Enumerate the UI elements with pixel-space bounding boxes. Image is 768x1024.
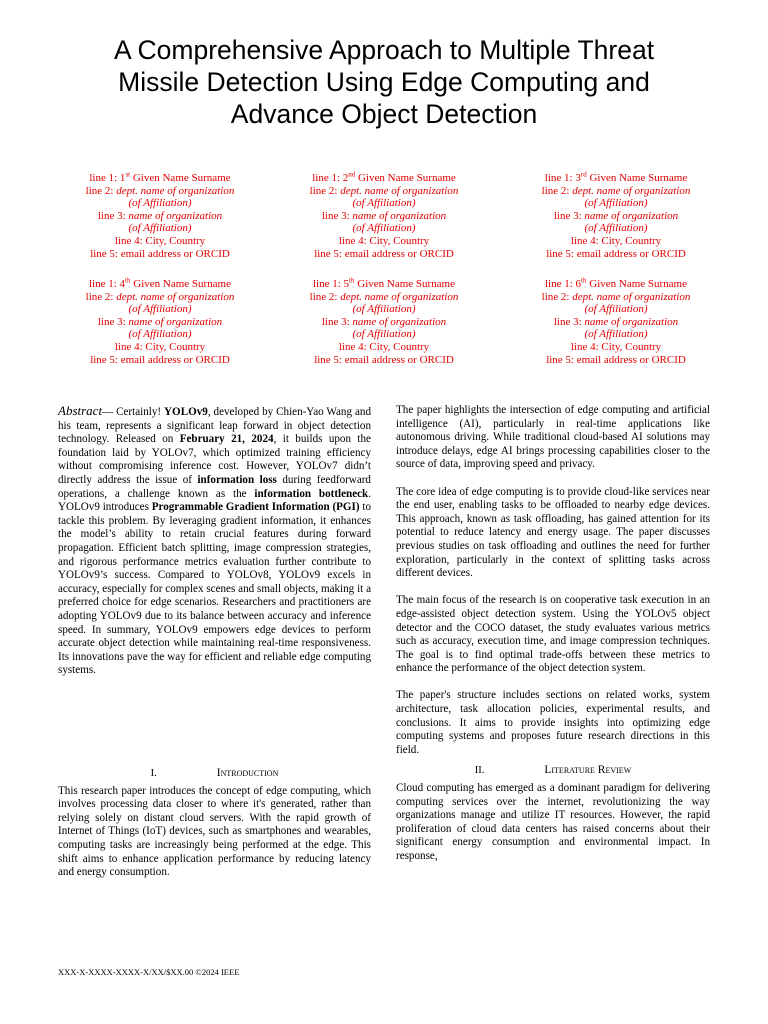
author-line-3: line 3: name of organization	[553, 315, 679, 328]
author-line-2-cont: (of Affiliation)	[584, 303, 648, 316]
author-line-3-cont: (of Affiliation)	[128, 222, 192, 235]
author-line-2: line 2: dept. name of organization	[85, 184, 235, 197]
author-line-1: line 1: 4th Given Name Surname	[88, 276, 231, 290]
right-column	[396, 404, 710, 864]
author-line-3: line 3: name of organization	[97, 209, 223, 222]
author-line-5: line 5: email address or ORCID	[314, 353, 454, 366]
paper-title	[40, 34, 728, 130]
author-line-5: line 5: email address or ORCID	[90, 247, 230, 260]
body-paragraph: This research paper introduces the concept of edge computing, which involves processing data closer to where it's generated, rather than relying solely on distant cloud servers. With the rapid growth of Internet of Things (IoT) devices, such as smartphones and wearables, computing tasks are increasingly being performed at the edge. This shift aims to enhance application performance by reducing latency and energy consumption.	[58, 784, 371, 879]
author-line-3-cont: (of Affiliation)	[352, 328, 416, 341]
body-paragraph: The paper highlights the intersection of edge computing and artificial intelligence (AI), particularly in real-time applications like autonomous driving. While traditional cloud-based AI solutions may introduce delays, edge AI brings processing capabilities closer to the source of data, improving speed and privacy.	[396, 404, 710, 471]
author-line-4: line 4: City, Country	[114, 234, 206, 247]
author-line-3-cont: (of Affiliation)	[584, 222, 648, 235]
author-line-3: line 3: name of organization	[321, 209, 447, 222]
author-line-3-cont: (of Affiliation)	[128, 328, 192, 341]
author-line-1: line 1: 6th Given Name Surname	[544, 276, 687, 290]
section-heading: II. Literature Review	[474, 764, 632, 777]
author-line-2-cont: (of Affiliation)	[128, 303, 192, 316]
author-line-5: line 5: email address or ORCID	[90, 353, 230, 366]
author-line-2: line 2: dept. name of organization	[309, 290, 459, 303]
author-line-4: line 4: City, Country	[570, 234, 662, 247]
title-line: A Comprehensive Approach to Multiple Threat	[113, 35, 655, 65]
body-paragraph: The core idea of edge computing is to provide cloud-like services near the end user, enabling tasks to be offloaded to nearby edge devices. This approach, known as task offloading, has gained attention for its potential to reduce latency and energy usage. The paper discusses previous studies on task offloading and outlines the need for further exploration, particularly in the context of splitting tasks across different devices.	[396, 485, 710, 580]
author-line-5: line 5: email address or ORCID	[546, 353, 686, 366]
author-line-3-cont: (of Affiliation)	[352, 222, 416, 235]
author-line-2-cont: (of Affiliation)	[352, 303, 416, 316]
abstract	[58, 404, 371, 678]
body-paragraph: The paper's structure includes sections on related works, system architecture, task allocation policies, experimental results, and conclusions. It aims to provide insights into optimizing edge computing systems and proposes future research directions in this field.	[396, 689, 710, 756]
author-line-2: line 2: dept. name of organization	[541, 184, 691, 197]
author-line-5: line 5: email address or ORCID	[546, 247, 686, 260]
body-paragraph: Cloud computing has emerged as a dominant paradigm for delivering computing services over the internet, revolutionizing the way organizations manage and utilize IT resources. However, the rapid proliferation of cloud data centers has raised concerns about their significant energy consumption and environmental impact. In response,	[396, 782, 710, 862]
copyright-footer: XXX-X-XXXX-XXXX-X/XX/$XX.00 ©2024 IEEE	[58, 967, 240, 977]
author-line-2-cont: (of Affiliation)	[352, 197, 416, 210]
title-line: Missile Detection Using Edge Computing and	[118, 67, 650, 97]
author-line-3-cont: (of Affiliation)	[584, 328, 648, 341]
author-5	[264, 278, 504, 366]
author-1	[40, 172, 280, 260]
author-line-2: line 2: dept. name of organization	[309, 184, 459, 197]
author-line-4: line 4: City, Country	[338, 340, 430, 353]
author-line-4: line 4: City, Country	[114, 340, 206, 353]
author-line-2: line 2: dept. name of organization	[541, 290, 691, 303]
author-line-1: line 1: 2nd Given Name Surname	[312, 170, 456, 184]
author-block	[40, 172, 740, 372]
author-line-5: line 5: email address or ORCID	[314, 247, 454, 260]
author-6	[496, 278, 736, 366]
author-line-2-cont: (of Affiliation)	[584, 197, 648, 210]
body-paragraph: The main focus of the research is on cooperative task execution in an edge-assisted object detection system. Using the YOLOv5 object detector and the COCO dataset, the study evaluates various metrics such as accuracy, execution time, and image compression techniques. The goal is to find optimal trade-offs between these metrics to enhance the performance of the object detection system.	[396, 594, 710, 675]
author-line-4: line 4: City, Country	[570, 340, 662, 353]
author-line-4: line 4: City, Country	[338, 234, 430, 247]
section-heading: I. Introduction	[150, 767, 279, 779]
author-line-2-cont: (of Affiliation)	[128, 197, 192, 210]
author-3	[496, 172, 736, 260]
author-line-1: line 1: 5th Given Name Surname	[312, 276, 455, 290]
author-line-1: line 1: 3rd Given Name Surname	[544, 170, 688, 184]
author-line-2: line 2: dept. name of organization	[85, 290, 235, 303]
author-line-1: line 1: 1st Given Name Surname	[89, 170, 231, 184]
abstract-heading: Abstract	[58, 403, 103, 418]
abstract-paragraph: Abstract— Certainly! YOLOv9, developed by Chien-Yao Wang and his team, represents a significant leap forward in object detection technology. Released on February 21, 2024, it builds upon the foundation laid by YOLOv7, which optimized training efficiency without compromising inference cost. However, YOLOv7 didn’t directly address the issue of information loss during feedforward operations, a challenge known as the information bottleneck. YOLOv9 introduces Programmable Gradient Information (PGI) to tackle this problem. By leveraging gradient information, it enhances the model’s ability to retain crucial features during forward propagation. Efficient batch splitting, image compression strategies, and rigorous performance metrics evaluation further contribute to YOLOv9’s success. Compared to YOLOv8, YOLOv9 excels in accuracy, especially for complex scenes and small objects, making it a preferred choice for edge scenarios. Researchers and practitioners are adopting YOLOv9 due to its balance between accuracy and inference speed. In summary, YOLOv9 empowers edge devices to perform accurate object detection while maintaining real-time responsiveness. Its innovations pave the way for efficient and reliable edge computing systems.	[58, 403, 372, 677]
author-line-3: line 3: name of organization	[321, 315, 447, 328]
section-introduction	[58, 767, 371, 880]
author-2	[264, 172, 504, 260]
author-line-3: line 3: name of organization	[553, 209, 679, 222]
author-4	[40, 278, 280, 366]
title-line: Advance Object Detection	[230, 99, 538, 129]
author-line-3: line 3: name of organization	[97, 315, 223, 328]
